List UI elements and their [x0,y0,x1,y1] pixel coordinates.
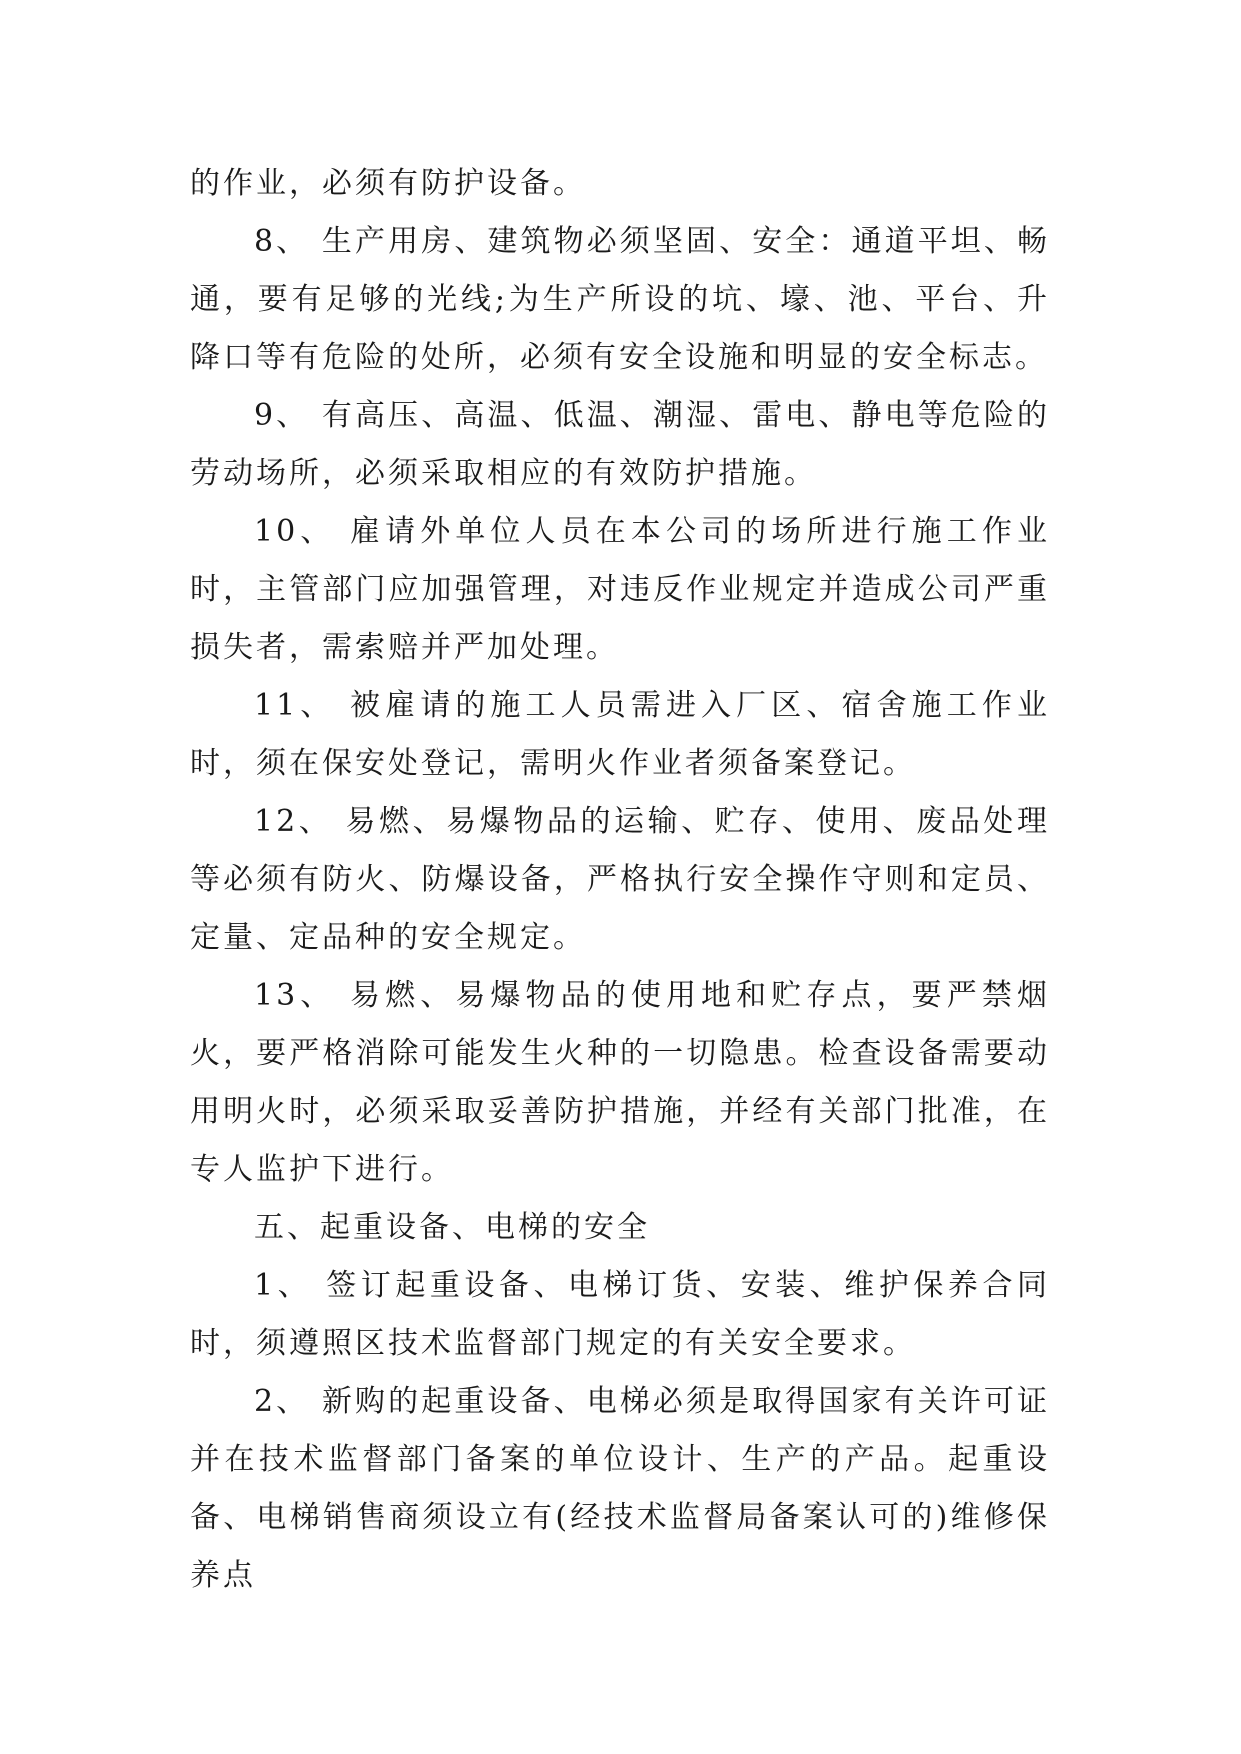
paragraph-item-13: 13、 易燃、易爆物品的使用地和贮存点，要严禁烟火，要严格消除可能发生火种的一切隐患。检查设备需要动用明火时，必须采取妥善防护措施，并经有关部门批准，在专人监护下进行。 [190,978,1050,1187]
paragraph-item-8: 8、 生产用房、建筑物必须坚固、安全：通道平坦、畅通，要有足够的光线;为生产所设的坑、壕、池、平台、升降口等有危险的处所，必须有安全设施和明显的安全标志。 [190,224,1050,375]
paragraph-item-12: 12、 易燃、易爆物品的运输、贮存、使用、废品处理等必须有防火、防爆设备，严格执行安全操作守则和定员、定量、定品种的安全规定。 [190,804,1050,955]
paragraph-item-11: 11、 被雇请的施工人员需进入厂区、宿舍施工作业时，须在保安处登记，需明火作业者须备案登记。 [190,688,1050,781]
paragraph-item-10: 10、 雇请外单位人员在本公司的场所进行施工作业时，主管部门应加强管理，对违反作业规定并造成公司严重损失者，需索赔并严加处理。 [190,514,1050,665]
document-body [190,155,1050,1605]
section-heading-5: 五、起重设备、电梯的安全 [254,1210,650,1245]
paragraph-section5-item-1: 1、 签订起重设备、电梯订货、安装、维护保养合同时，须遵照区技术监督部门规定的有关安全要求。 [190,1268,1050,1361]
paragraph-continuation: 的作业，必须有防护设备。 [190,166,586,201]
paragraph-section5-item-2: 2、 新购的起重设备、电梯必须是取得国家有关许可证并在技术监督部门备案的单位设计、生产的产品。起重设备、电梯销售商须设立有(经技术监督局备案认可的)维修保养点 [190,1384,1050,1593]
paragraph-item-9: 9、 有高压、高温、低温、潮湿、雷电、静电等危险的劳动场所，必须采取相应的有效防护措施。 [190,398,1050,491]
